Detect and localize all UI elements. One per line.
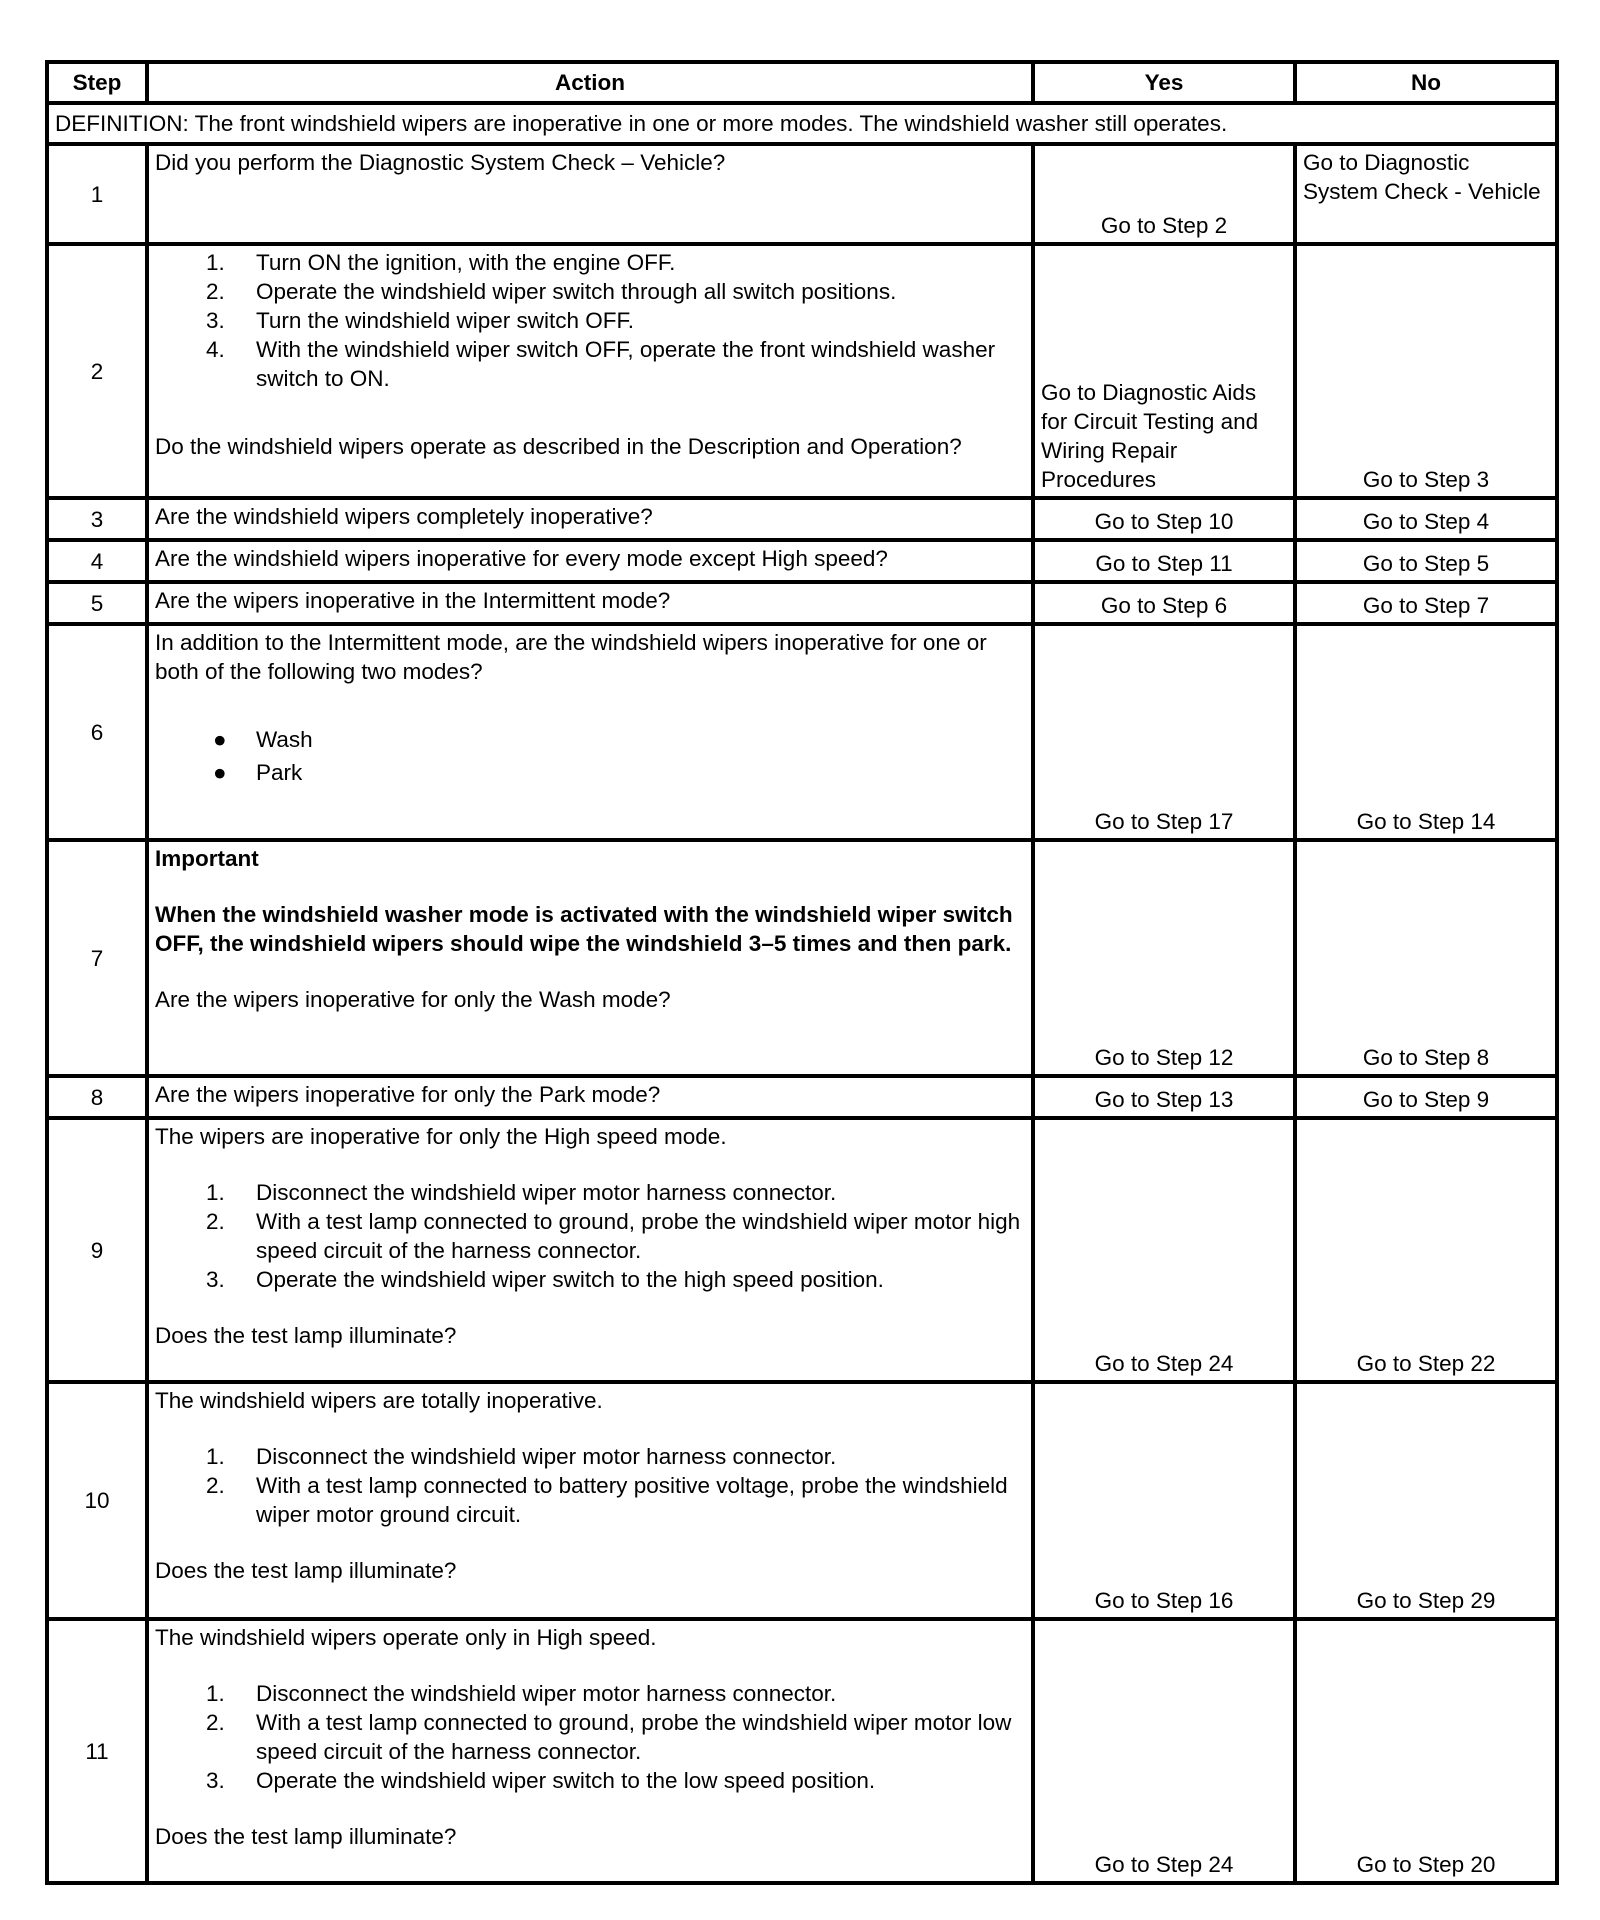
important-text: When the windshield washer mode is activated with the windshield wiper switch OFF, the windshield wipers should wipe the windshield 3–5 times and then park. [155,902,1013,956]
diagnostic-table [45,60,1559,1885]
step-question: Does the test lamp illuminate? [155,1824,457,1849]
yes-result: Go to Step 12 [1033,840,1295,1076]
list-item: 3. Operate the windshield wiper switch to the low speed position. [206,1768,876,1793]
table-row [47,1076,1557,1118]
definition-text: DEFINITION: The front windshield wipers are inoperative in one or more modes. The windshield washer still operates. [47,103,1557,144]
list-item: 3. Operate the windshield wiper switch to the high speed position. [206,1267,884,1292]
step-action [147,1619,1033,1883]
list-item: ● Park [213,760,303,785]
list-item: 2. Operate the windshield wiper switch through all switch positions. [206,279,897,304]
no-result: Go to Step 7 [1295,582,1557,624]
list-item: 1. Disconnect the windshield wiper motor harness connector. [206,1180,837,1205]
table-row [47,1619,1557,1883]
yes-result: Go to Step 10 [1033,498,1295,540]
table-row [47,582,1557,624]
list-item: 2. With a test lamp connected to ground, probe the windshield wiper motor low speed circuit of the harness connector. [206,1710,1012,1764]
list-item: 1. Turn ON the ignition, with the engine OFF. [206,250,676,275]
yes-result: Go to Step 24 [1033,1619,1295,1883]
header-yes: Yes [1033,62,1295,103]
mode-list [155,725,1025,787]
no-result: Go to Step 14 [1295,624,1557,840]
step-action [147,1382,1033,1619]
no-result: Go to Step 3 [1295,244,1557,498]
yes-result: Go to Step 6 [1033,582,1295,624]
step-question: Are the wipers inoperative for only the Wash mode? [155,987,671,1012]
step-question: Did you perform the Diagnostic System Check – Vehicle? [155,150,726,175]
no-result: Go to Step 9 [1295,1076,1557,1118]
step-intro: The wipers are inoperative for only the High speed mode. [155,1124,727,1149]
step-number: 11 [47,1619,147,1883]
procedure-list [155,1679,1025,1795]
no-result: Go to Diagnostic System Check - Vehicle [1295,144,1557,244]
step-question: Are the windshield wipers completely inoperative? [147,498,1033,540]
step-action [147,144,1033,244]
table-row [47,624,1557,840]
step-action [147,244,1033,498]
step-number: 5 [47,582,147,624]
table-row [47,1118,1557,1382]
yes-result: Go to Step 11 [1033,540,1295,582]
step-question: Are the windshield wipers inoperative for every mode except High speed? [147,540,1033,582]
list-item: 4. With the windshield wiper switch OFF, operate the front windshield washer switch to ON. [206,337,996,391]
definition-row [47,103,1557,144]
header-row [47,62,1557,103]
no-result: Go to Step 20 [1295,1619,1557,1883]
table-row [47,840,1557,1076]
step-number: 7 [47,840,147,1076]
yes-result: Go to Step 16 [1033,1382,1295,1619]
step-number: 2 [47,244,147,498]
step-action [147,840,1033,1076]
step-question: In addition to the Intermittent mode, are the windshield wipers inoperative for one or both of the following two modes? [155,630,987,684]
step-number: 4 [47,540,147,582]
step-question: Do the windshield wipers operate as described in the Description and Operation? [155,434,962,459]
step-number: 1 [47,144,147,244]
list-item: 1. Disconnect the windshield wiper motor harness connector. [206,1444,837,1469]
table-row [47,244,1557,498]
list-item: 1. Disconnect the windshield wiper motor harness connector. [206,1681,837,1706]
step-number: 3 [47,498,147,540]
important-title: Important [155,846,259,871]
step-question: Does the test lamp illuminate? [155,1558,457,1583]
yes-result: Go to Step 2 [1033,144,1295,244]
step-number: 9 [47,1118,147,1382]
list-item: 2. With a test lamp connected to ground, probe the windshield wiper motor high speed circuit of the harness connector. [206,1209,1021,1263]
table-row [47,1382,1557,1619]
table-row [47,144,1557,244]
procedure-list [155,1178,1025,1294]
list-item: ● Wash [213,727,313,752]
step-number: 6 [47,624,147,840]
step-action [147,624,1033,840]
step-number: 10 [47,1382,147,1619]
list-item: 3. Turn the windshield wiper switch OFF. [206,308,635,333]
list-item: 2. With a test lamp connected to battery positive voltage, probe the windshield wiper motor ground circuit. [206,1473,1008,1527]
step-question: Are the wipers inoperative in the Intermittent mode? [147,582,1033,624]
step-intro: The windshield wipers are totally inoperative. [155,1388,603,1413]
step-action [147,1118,1033,1382]
header-step: Step [47,62,147,103]
no-result: Go to Step 5 [1295,540,1557,582]
no-result: Go to Step 4 [1295,498,1557,540]
step-question: Does the test lamp illuminate? [155,1323,457,1348]
yes-result: Go to Step 13 [1033,1076,1295,1118]
header-no: No [1295,62,1557,103]
header-action: Action [147,62,1033,103]
no-result: Go to Step 22 [1295,1118,1557,1382]
no-result: Go to Step 29 [1295,1382,1557,1619]
procedure-list [155,248,1025,393]
procedure-list [155,1442,1025,1529]
step-intro: The windshield wipers operate only in High speed. [155,1625,657,1650]
no-result: Go to Step 8 [1295,840,1557,1076]
yes-result: Go to Step 17 [1033,624,1295,840]
step-number: 8 [47,1076,147,1118]
step-question: Are the wipers inoperative for only the Park mode? [147,1076,1033,1118]
table-row [47,540,1557,582]
table-row [47,498,1557,540]
yes-result: Go to Diagnostic Aids for Circuit Testing and Wiring Repair Procedures [1033,244,1295,498]
yes-result: Go to Step 24 [1033,1118,1295,1382]
